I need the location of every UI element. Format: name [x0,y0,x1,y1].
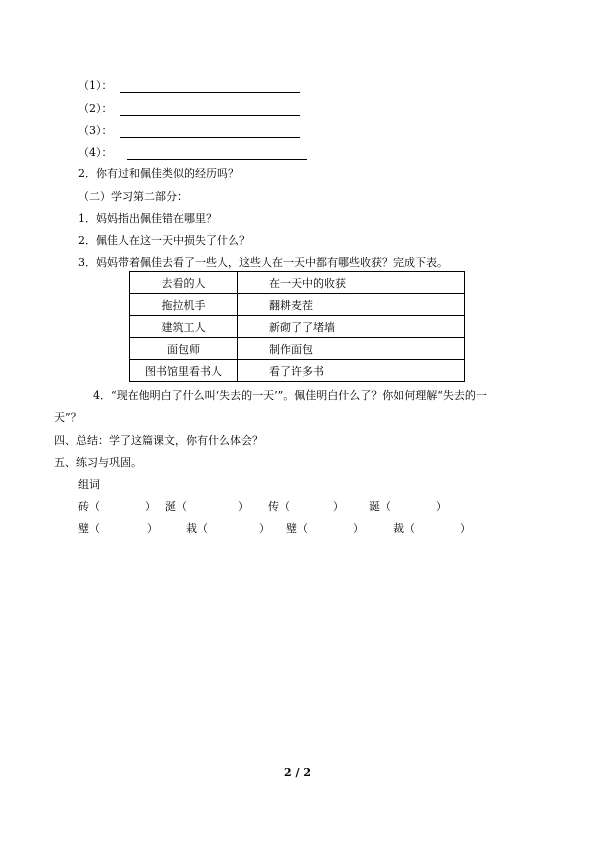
table-cell-gain: 在一天中的收获 [238,272,465,294]
table-row [130,272,465,294]
table-cell-person: 去看的人 [130,272,238,294]
answer-label-3: （3）： [78,124,113,137]
word-paren-close: ） [460,522,471,535]
word-paren-close: ） [238,500,249,513]
section-2-question-3: 3．妈妈带着佩佳去看了一些人，这些人在一天中都有哪些收获？完成下表。 [78,256,448,269]
table-row [130,294,465,316]
section-2-question-4-line-2: 天”？ [54,411,82,424]
word-paren-close: ） [145,500,156,513]
section-2-question-4-line-1: 4．“现在他明白了什么叫‘失去的一天’”。佩佳明白什么了？你如何理解“失去的一 [93,389,487,402]
section-5-heading: 五、练习与巩固。 [54,456,142,469]
table-row [130,338,465,360]
table-cell-gain: 制作面包 [238,338,465,360]
word-paren-close: ） [353,522,364,535]
word-prompt: 裁（ [393,522,415,535]
section-2-question-1: 1．妈妈指出佩佳错在哪里？ [78,212,217,225]
table-cell-gain: 看了许多书 [238,360,465,382]
section-4-heading: 四、总结：学了这篇课文，你有什么体会？ [54,434,263,447]
word-prompt: 璧（ [286,522,308,535]
answer-label-1: （1）： [78,79,113,92]
answer-blank-2[interactable] [120,114,300,116]
word-prompt: 传（ [268,500,290,513]
table-row [130,360,465,382]
answer-blank-3[interactable] [120,136,300,138]
word-paren-close: ） [259,522,270,535]
section-2-question-2: 2．佩佳人在这一天中损失了什么？ [78,234,250,247]
table-cell-person: 建筑工人 [130,316,238,338]
word-prompt: 栽（ [186,522,208,535]
page-number: 2 / 2 [284,766,311,779]
zuci-title: 组词 [78,478,100,491]
word-prompt: 璧（ [78,522,100,535]
answer-label-4: （4）： [78,146,113,159]
table-cell-gain: 翻耕麦茬 [238,294,465,316]
question-2: 2．你有过和佩佳类似的经历吗？ [78,167,239,180]
table-cell-person: 图书馆里看书人 [130,360,238,382]
word-paren-close: ） [147,522,158,535]
table-cell-gain: 新砌了了堵墙 [238,316,465,338]
word-prompt: 诞（ [369,500,391,513]
table-cell-person: 面包师 [130,338,238,360]
table-cell-person: 拖拉机手 [130,294,238,316]
section-2-heading: （二）学习第二部分： [78,190,188,203]
word-prompt: 涎（ [165,500,187,513]
word-prompt: 砖（ [78,500,100,513]
word-paren-close: ） [333,500,344,513]
answer-blank-1[interactable] [120,91,300,93]
table-row [130,316,465,338]
harvest-table [129,271,465,382]
answer-label-2: （2）： [78,102,113,115]
answer-blank-4[interactable] [127,158,307,160]
word-paren-close: ） [436,500,447,513]
